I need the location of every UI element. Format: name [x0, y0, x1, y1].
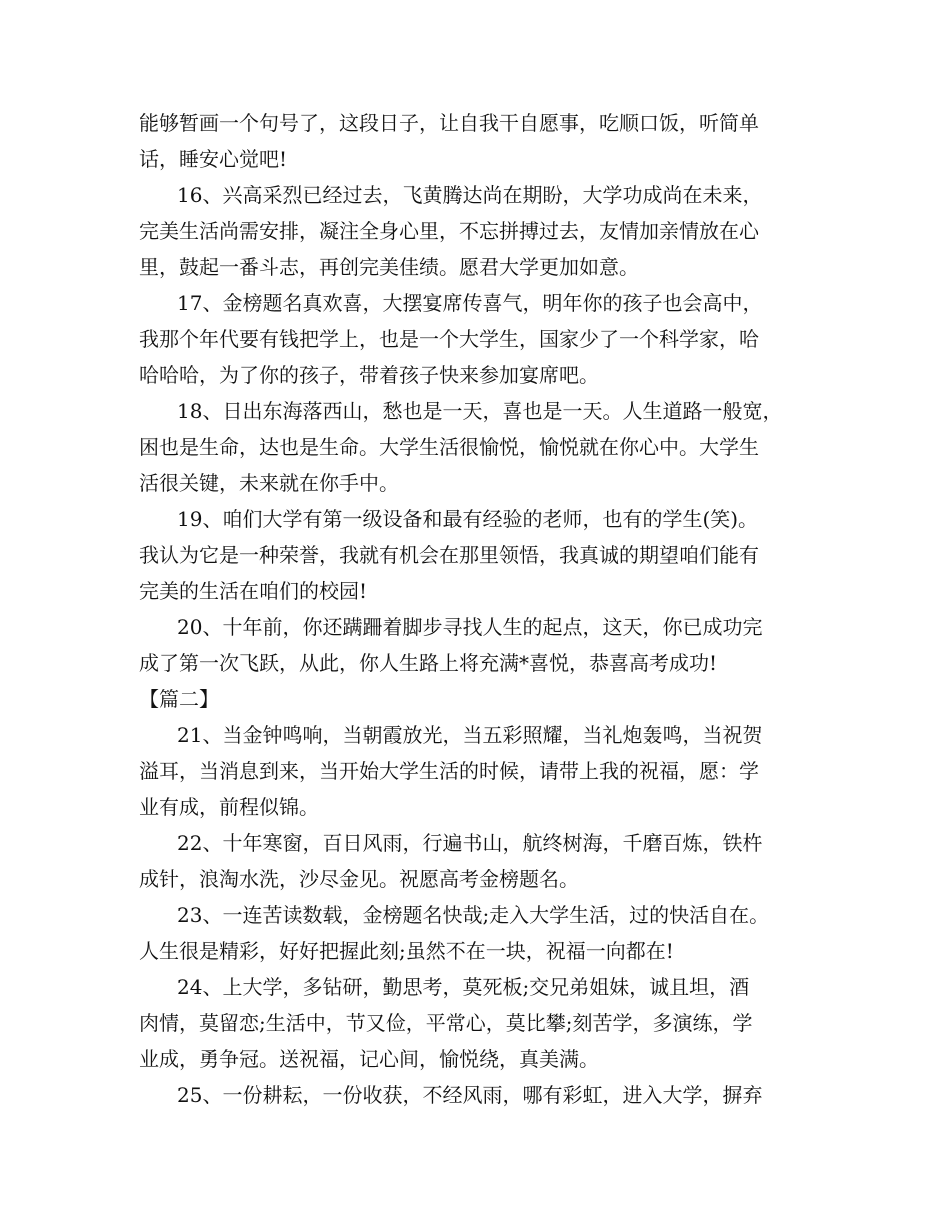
paragraph	[139, 105, 829, 177]
text-line: 人生很是精彩，好好把握此刻;虽然不在一块，祝福一向都在!	[139, 939, 674, 963]
text-line: 哈哈哈，为了你的孩子，带着孩子快来参加宴席吧。	[139, 363, 599, 387]
paragraph	[139, 609, 829, 681]
paragraph	[139, 501, 829, 609]
text-line: 困也是生命，达也是生命。大学生活很愉悦，愉悦就在你心中。大学生	[139, 435, 759, 459]
paragraph	[139, 717, 829, 825]
text-line: 肉情，莫留恋;生活中，节又俭，平常心，莫比攀;刻苦学，多演练，学	[139, 1011, 753, 1035]
text-line: 23、一连苦读数载，金榜题名快哉;走入大学生活，过的快活自在。	[177, 903, 770, 927]
text-line: 成了第一次飞跃，从此，你人生路上将充满*喜悦，恭喜高考成功!	[139, 651, 718, 675]
text-line: 里，鼓起一番斗志，再创完美佳绩。愿君大学更加如意。	[139, 255, 639, 279]
paragraph	[139, 1077, 829, 1113]
text-line: 完美生活尚需安排，凝注全身心里，不忘拼搏过去，友情加亲情放在心	[139, 219, 759, 243]
text-line: 完美的生活在咱们的校园!	[139, 579, 368, 603]
text-line: 18、日出东海落西山，愁也是一天，喜也是一天。人生道路一般宽，	[177, 399, 783, 423]
text-line: 25、一份耕耘，一份收获，不经风雨，哪有彩虹，进入大学，摒弃	[177, 1083, 763, 1107]
text-line: 能够暂画一个句号了，这段日子，让自我干自愿事，吃顺口饭，听简单	[139, 111, 759, 135]
text-line: 22、十年寒窗，百日风雨，行遍书山，航终树海，千磨百炼，铁杵	[177, 831, 763, 855]
text-line: 话，睡安心觉吧!	[139, 147, 288, 171]
paragraph	[139, 393, 829, 501]
text-line: 活很关键，未来就在你手中。	[139, 471, 399, 495]
text-line: 17、金榜题名真欢喜，大摆宴席传喜气，明年你的孩子也会高中，	[177, 291, 763, 315]
text-line: 19、咱们大学有第一级设备和最有经验的老师，也有的学生(笑)。	[177, 507, 759, 531]
section-heading	[139, 681, 829, 717]
text-line: 21、当金钟鸣响，当朝霞放光，当五彩照耀，当礼炮轰鸣，当祝贺	[177, 723, 763, 747]
text-line: 16、兴高采烈已经过去，飞黄腾达尚在期盼，大学功成尚在未来，	[177, 183, 763, 207]
text-line: 我那个年代要有钱把学上，也是一个大学生，国家少了一个科学家，哈	[139, 327, 759, 351]
text-line: 业成，勇争冠。送祝福，记心间，愉悦绕，真美满。	[139, 1047, 599, 1071]
text-line: 溢耳，当消息到来，当开始大学生活的时候，请带上我的祝福，愿：学	[139, 759, 759, 783]
paragraph	[139, 825, 829, 897]
paragraph	[139, 897, 829, 969]
paragraph	[139, 177, 829, 285]
text-line: 业有成，前程似锦。	[139, 795, 319, 819]
paragraph	[139, 969, 829, 1077]
text-line: 我认为它是一种荣誉，我就有机会在那里领悟，我真诚的期望咱们能有	[139, 543, 759, 567]
text-line: 24、上大学，多钻研，勤思考，莫死板;交兄弟姐妹，诚且坦，酒	[177, 975, 750, 999]
document-body	[139, 105, 829, 1113]
paragraph	[139, 285, 829, 393]
text-line: 20、十年前，你还蹒跚着脚步寻找人生的起点，这天，你已成功完	[177, 615, 763, 639]
text-line: 成针，浪淘水洗，沙尽金见。祝愿高考金榜题名。	[139, 867, 579, 891]
text-line: 【篇二】	[139, 687, 219, 711]
